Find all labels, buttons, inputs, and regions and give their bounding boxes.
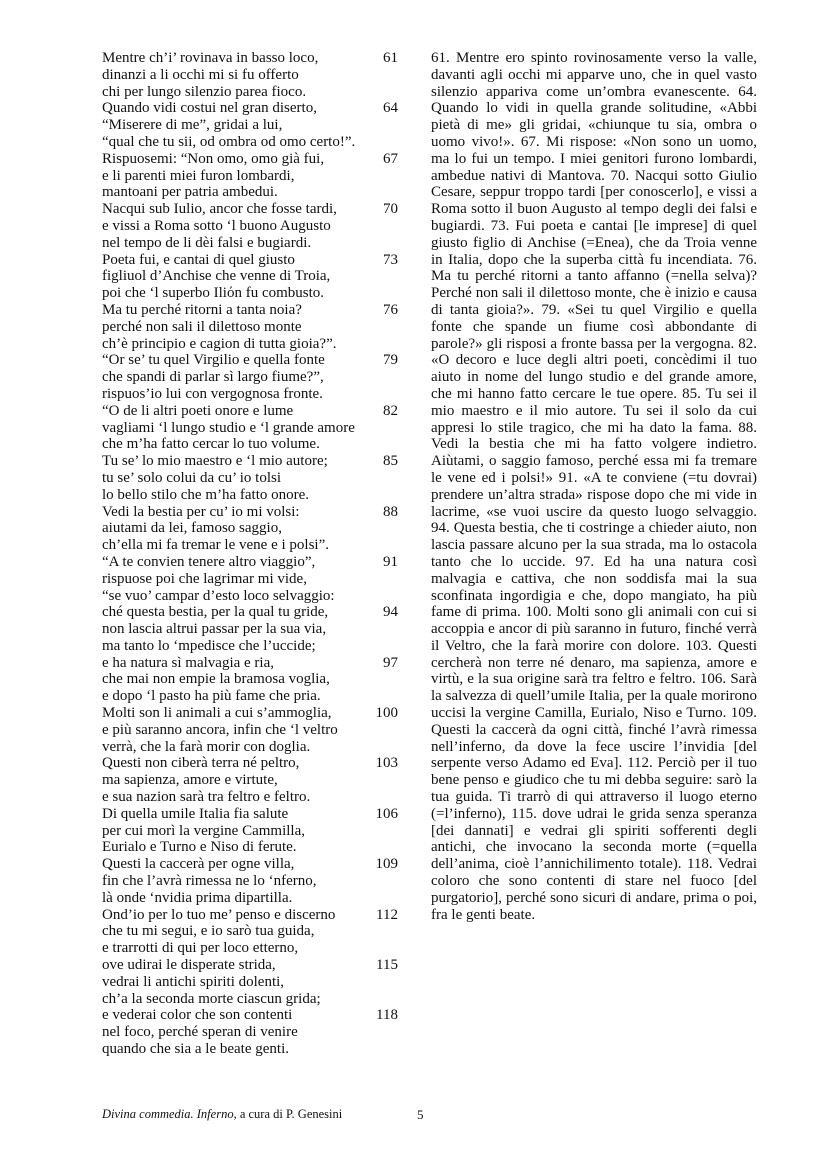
tercet — [102, 907, 412, 957]
line-number: 70 — [383, 201, 398, 218]
verse-line: perché non sali il dilettoso monte — [102, 318, 302, 335]
line-number: 82 — [383, 402, 398, 419]
tercet — [102, 554, 412, 604]
verse-line: “se vuo’ campar d’esto loco selvaggio: — [102, 587, 335, 604]
verse-line: e dopo ‘l pasto ha più fame che pria. — [102, 688, 321, 705]
verse-line: Questi la caccerà per ogne villa, — [102, 856, 295, 873]
verse-line: fin che l’avrà rimessa ne lo ‘nferno, — [102, 873, 317, 890]
tercet — [102, 352, 412, 402]
footer-source-title: Divina commedia. Inferno — [102, 1107, 234, 1121]
verse-line: Tu se’ lo mio maestro e ‘l mio autore; — [102, 453, 328, 470]
line-number: 64 — [383, 100, 398, 117]
verse-line: aiutami da lei, famoso saggio, — [102, 520, 282, 537]
verse-line: rispuos’io lui con vergognosa fronte. — [102, 385, 323, 402]
verse-line: verrà, che la farà morir con doglia. — [102, 738, 311, 755]
verse-line: dinanzi a li occhi mi si fu offerto — [102, 66, 299, 83]
line-number: 67 — [383, 150, 398, 167]
verse-line: e li parenti miei furon lombardi, — [102, 167, 295, 184]
line-number: 106 — [375, 805, 398, 822]
line-number: 115 — [376, 957, 398, 974]
verse-line: ch’a la seconda morte ciascun grida; — [102, 990, 321, 1007]
verse-line: nel foco, perché speran di venire — [102, 1024, 298, 1041]
verse-line: rispuose poi che lagrimar mi vide, — [102, 570, 307, 587]
verse-line: e vederai color che son contenti — [102, 1007, 293, 1024]
tercet — [102, 403, 412, 453]
verse-line: ma sapienza, amore e virtute, — [102, 772, 278, 789]
tercet — [102, 604, 412, 654]
tercet — [102, 201, 412, 251]
verse-line: lo bello stilo che m’ha fatto onore. — [102, 486, 310, 503]
verse-line: Quando vidi costui nel gran diserto, — [102, 100, 317, 117]
verse-line: e ha natura sì malvagia e ria, — [102, 654, 275, 671]
verse-line: Ond’io per lo tuo me’ penso e discerno — [102, 906, 336, 923]
prose-paraphrase — [431, 50, 757, 923]
tercet — [102, 504, 412, 554]
verse-line: Vedi la bestia per cu’ io mi volsi: — [102, 503, 300, 520]
verse-line: Nacqui sub Iulio, ancor che fosse tardi, — [102, 201, 337, 218]
verse-line: che mai non empie la bramosa voglia, — [102, 671, 330, 688]
line-number: 97 — [383, 654, 398, 671]
verse-line: vagliami ‘l lungo studio e ‘l grande amore — [102, 419, 355, 436]
verse-line: “O de li altri poeti onore e lume — [102, 402, 294, 419]
tercet — [102, 806, 412, 856]
verse-line: Ma tu perché ritorni a tanta noia? — [102, 301, 302, 318]
verse-line: ma tanto lo ‘mpedisce che l’uccide; — [102, 637, 316, 654]
tercet — [102, 1007, 412, 1057]
verse-line: figliuol d’Anchise che venne di Troia, — [102, 268, 331, 285]
line-number: 103 — [375, 755, 398, 772]
verse-line: per cui morì la vergine Cammilla, — [102, 822, 305, 839]
verse-line: vedrai li antichi spiriti dolenti, — [102, 973, 285, 990]
line-number: 73 — [383, 251, 398, 268]
prose-text: 61. Mentre ero spinto rovinosamente verso la valle, davanti agli occhi mi apparve uno, che in quel vasto silenzio appariva come un’ombra evanescente. 64. Quando lo vidi in quella grande solitudine, «Abbi pietà di me» gli gridai, «chiunque tu sia, ombra o uomo vivo!». 67. Mi rispose: «Non sono un uomo, ma lo fui un tempo. I miei genitori furono lombardi, ambedue nativi di Mantova. 70. Nacqui sotto Giulio Cesare, seppur troppo tardi [per conoscerlo], e vissi a Roma sotto il buon Augusto al tempo degli dei falsi e bugiardi. 73. Fui poeta e cantai [le imprese] di quel giusto figlio di Anchise (=Enea), che da Troia venne in Italia, dopo che la superba città fu incendiata. 76. Ma tu perché ritorni a tanto affanno (=nella selva)? Perché non sali il dilettoso monte, che è inizio e causa di tanta gioia?». 79. «Sei tu quel Virgilio e quella fonte che spande un fiume così abbondante di parole?» gli risposi a fronte bassa per la vergogna. 82. «O decoro e luce degli altri poeti, concèdimi il tuo aiuto in nome del lungo studio e del grande amore, che mi hanno fatto cercare le tue opere. 85. Tu sei il mio maestro e il mio autore. Tu sei il solo da cui appresi lo stile tragico, che mi ha dato la fama. 88. Vedi la bestia che mi ha fatto volgere indietro. Aiùtami, o saggio famoso, perché essa mi fa tremare le vene ed i polsi!» 91. «A te conviene (=tu dovrai) prendere un’altra strada» rispose dopo che mi vide in lacrime, «se vuoi uscire da questo luogo selvaggio. 94. Questa bestia, che ti costringe a chieder aiuto, non lascia passare alcuno per la sua strada, ma lo ostacola tanto che lo uccide. 97. Ed ha una natura così malvagia e cattiva, che non soddisfa mai la sua sconfinata ingordigia e che, dopo mangiato, ha più fame di prima. 100. Molti sono gli animali con cui si accoppia e ancor di più saranno in futuro, finché verrà il Veltro, che la farà morire con dolore. 103. Questi cercherà non terre né denaro, ma sapienza, amore e virtù, e la sua origine sarà tra feltro e feltro. 106. Sarà la salvezza di quell’umile Italia, per la quale morirono uccisi la vergine Camilla, Eurialo, Niso e Turno. 109. Questi la caccerà da ogni città, finché l’avrà rimessa nell’inferno, da dove la fece uscire l’invidia [del serpente verso Adamo ed Eva]. 112. Perciò per il tuo bene penso e giudico che tu mi debba seguire: sarò la tua guida. Ti trarrò di qui attraverso il luogo eterno (=l’inferno), 115. dove udrai le grida senza speranza [dei dannati] e vedrai gli spiriti sofferenti degli antichi, che invocano la seconda morte (=quella dell’anima, cioè l’annichilimento totale). 118. Vedrai coloro che sono contenti di stare nel fuoco [del purgatorio], perché sono sicuri di andare, prima o poi, fra le genti beate. — [431, 50, 757, 923]
verse-line: “A te convien tenere altro viaggio”, — [102, 553, 316, 570]
verse-line: là onde ‘nvidia prima dipartilla. — [102, 889, 293, 906]
line-number: 94 — [383, 604, 398, 621]
verse-line: tu se’ solo colui da cu’ io tolsi — [102, 469, 281, 486]
verse-line: quando che sia a le beate genti. — [102, 1041, 290, 1058]
verse-line: ché questa bestia, per la qual tu gride, — [102, 604, 329, 621]
footer-source-credit: , a cura di P. Genesini — [233, 1107, 343, 1121]
tercet — [102, 252, 412, 302]
line-number: 76 — [383, 301, 398, 318]
verse-line: Mentre ch’i’ rovinava in basso loco, — [102, 50, 319, 66]
tercet — [102, 151, 412, 201]
verse-line: e sua nazion sarà tra feltro e feltro. — [102, 789, 311, 806]
verse-line: ch’è principio e cagion di tutta gioia?”. — [102, 335, 337, 352]
page-footer — [102, 1107, 762, 1122]
line-number: 79 — [383, 352, 398, 369]
verse-line: mantoani per patria ambedui. — [102, 184, 278, 201]
line-number: 118 — [376, 1007, 398, 1024]
verse-line: Questi non ciberà terra né peltro, — [102, 755, 300, 772]
tercet — [102, 453, 412, 503]
line-number: 88 — [383, 503, 398, 520]
verse-line: che spandi di parlar sì largo fiume?”, — [102, 369, 324, 386]
verse-line: nel tempo de li dèi falsi e bugiardi. — [102, 234, 312, 251]
line-number: 91 — [383, 553, 398, 570]
tercet — [102, 957, 412, 1007]
tercet — [102, 100, 412, 150]
verse-line: “qual che tu sii, od ombra od omo certo!”. — [102, 133, 356, 150]
verse-line: Rispuosemi: “Non omo, omo già fui, — [102, 150, 325, 167]
tercet — [102, 856, 412, 906]
tercet — [102, 755, 412, 805]
verse-line: ove udirai le disperate strida, — [102, 957, 276, 974]
verse-line: non lascia altrui passar per la sua via, — [102, 621, 327, 638]
page-number: 5 — [417, 1107, 424, 1122]
tercet — [102, 705, 412, 755]
verse-line: Molti son li animali a cui s’ammoglia, — [102, 705, 332, 722]
tercet — [102, 655, 412, 705]
line-number: 100 — [375, 705, 398, 722]
verse-line: ch’ella mi fa tremar le vene e i polsi”. — [102, 537, 329, 554]
verse-line: Di quella umile Italia fia salute — [102, 805, 289, 822]
verse-line: chi per lungo silenzio parea fioco. — [102, 83, 307, 100]
line-number: 112 — [376, 906, 398, 923]
verse-line: poi che ‘l superbo Iliόn fu combusto. — [102, 285, 325, 302]
tercet — [102, 50, 412, 100]
line-number: 109 — [375, 856, 398, 873]
verse-line: e vissi a Roma sotto ‘l buono Augusto — [102, 217, 331, 234]
verse-line: e più saranno ancora, infin che ‘l veltro — [102, 721, 338, 738]
line-number: 61 — [383, 50, 398, 66]
verse-line: che tu mi segui, e io sarò tua guida, — [102, 923, 315, 940]
tercet — [102, 302, 412, 352]
verse-line: “Or se’ tu quel Virgilio e quella fonte — [102, 352, 325, 369]
verse-line: Eurialo e Turno e Niso di ferute. — [102, 839, 297, 856]
verse-line: “Miserere di me”, gridai a lui, — [102, 117, 283, 134]
verse-line: Poeta fui, e cantai di quel giusto — [102, 251, 295, 268]
verse-column — [102, 50, 412, 1058]
verse-line: che m’ha fatto cercar lo tuo volume. — [102, 436, 320, 453]
line-number: 85 — [383, 453, 398, 470]
verse-line: e trarrotti di qui per loco etterno, — [102, 940, 299, 957]
